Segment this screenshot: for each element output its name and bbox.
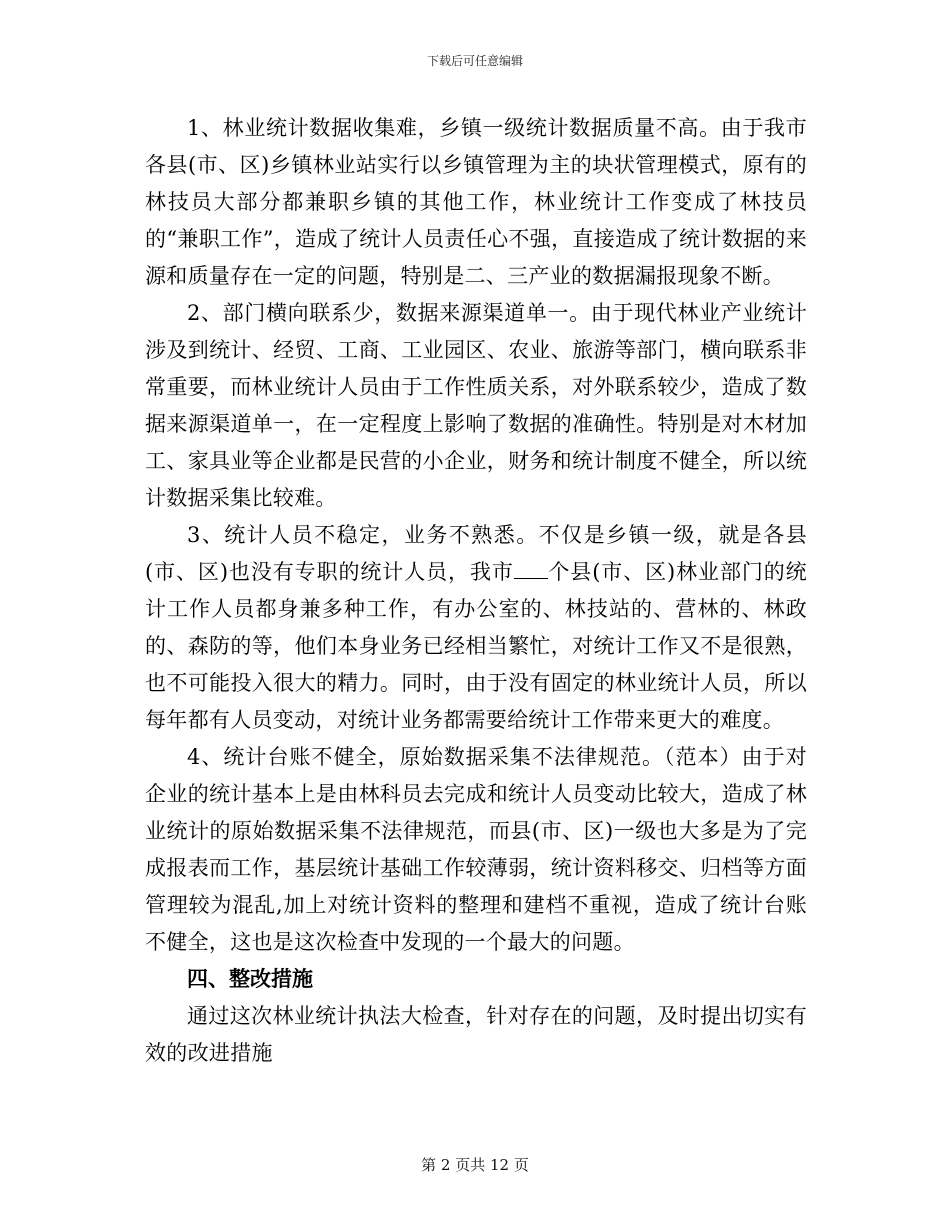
paragraph-1: 1、林业统计数据收集难，乡镇一级统计数据质量不高。由于我市各县(市、区)乡镇林业站实行以乡镇管理为主的块状管理模式，原有的林技员大部分都兼职乡镇的其他工作，林业统计工作变成了林技员的“兼职工作”，造成了统计人员责任心不强，直接造成了统计数据的来源和质量存在一定的问题，特别是二、三产业的数据漏报现象不断。 <box>145 116 807 288</box>
section-paragraph: 通过这次林业统计执法大检查，针对存在的问题，及时提出切实有效的改进措施 <box>145 1004 807 1065</box>
fill-in-blank <box>514 560 548 579</box>
section-heading: 四、整改措施 <box>187 967 313 991</box>
paragraph-3 <box>145 517 807 739</box>
page-header: 下载后可任意编辑 <box>426 54 523 68</box>
paragraph-3-before-blank: 3、统计人员不稳定，业务不熟悉。不仅是乡镇一级，就是各县(市、区)也没有专职的统计人员，我市 <box>145 523 807 584</box>
paragraph-4: 4、统计台账不健全，原始数据采集不法律规范。（范本）由于对企业的统计基本上是由林科员去完成和统计人员变动比较大，造成了林业统计的原始数据采集不法律规范，而县(市、区)一级也大多是为了完成报表而工作，基层统计基础工作较薄弱，统计资料移交、归档等方面管理较为混乱,加上对统计资料的整理和建档不重视，造成了统计台账不健全，这也是这次检查中发现的一个最大的问题。 <box>145 745 807 954</box>
page-footer: 第 2 页共 12 页 <box>421 1156 529 1174</box>
paragraph-3-after-blank: 个县(市、区)林业部门的统计工作人员都身兼多种工作，有办公室的、林技站的、营林的、林政的、森防的等，他们本身业务已经相当繁忙，对统计工作又不是很熟，也不可能投入很大的精力。同时，由于没有固定的林业统计人员，所以每年都有人员变动，对统计业务都需要给统计工作带来更大的难度。 <box>145 560 807 732</box>
document-body <box>145 110 807 1072</box>
paragraph-2: 2、部门横向联系少，数据来源渠道单一。由于现代林业产业统计涉及到统计、经贸、工商、工业园区、农业、旅游等部门，横向联系非常重要，而林业统计人员由于工作性质关系，对外联系较少，造成了数据来源渠道单一，在一定程度上影响了数据的准确性。特别是对木材加工、家具业等企业都是民营的小企业，财务和统计制度不健全，所以统计数据采集比较难。 <box>145 301 807 510</box>
